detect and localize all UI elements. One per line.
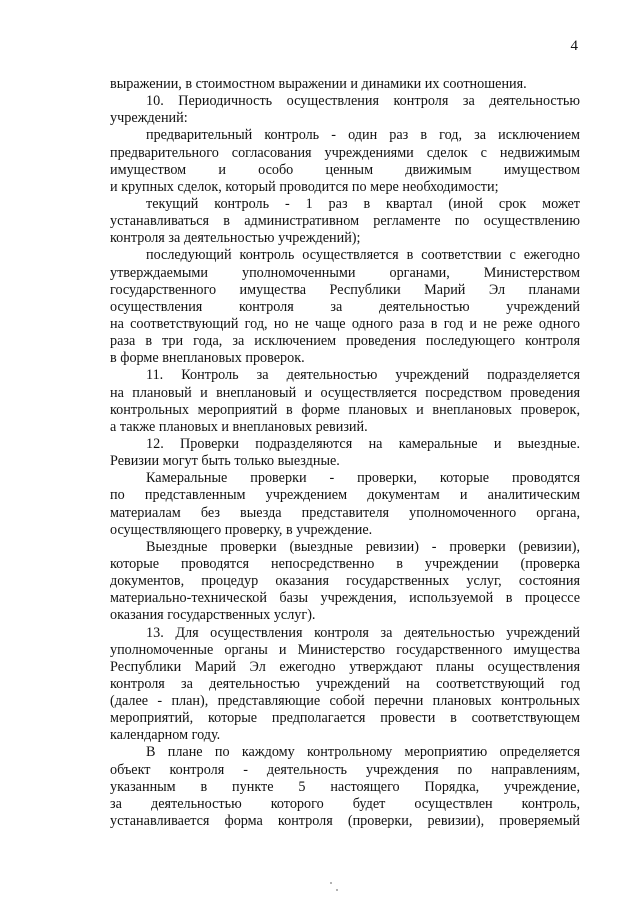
text-line: предварительный контроль - один раз в год, за исключением: [146, 127, 580, 144]
text-line: контроля за деятельностью учреждений);: [110, 230, 361, 247]
text-line: осуществления контроля за деятельностью учреждений: [110, 298, 580, 315]
text-line: учреждений:: [110, 110, 188, 127]
text-line: по представленным учреждением документам и аналитическим: [110, 487, 580, 504]
text-line: 11. Контроль за деятельностью учреждений подразделяется: [146, 367, 580, 384]
text-line: Выездные проверки (выездные ревизии) - проверки (ревизии),: [146, 538, 580, 555]
text-line: 12. Проверки подразделяются на камеральные и выездные.: [146, 435, 580, 452]
text-line: мероприятий, которые предполагается провести в соответствующем: [110, 710, 580, 727]
text-line: предварительного согласования учреждениями сделок с недвижимым: [110, 144, 580, 161]
text-line: утверждаемыми уполномоченными органами, Министерством: [110, 264, 580, 281]
text-line: в форме внеплановых проверок.: [110, 350, 305, 367]
text-line: последующий контроль осуществляется в соответствии с ежегодно: [146, 247, 580, 264]
text-line: 13. Для осуществления контроля за деятельностью учреждений: [146, 624, 580, 641]
scan-artifact-dot: [336, 889, 338, 891]
text-line: оказания государственных услуг).: [110, 607, 316, 624]
text-line: а также плановых и внеплановых ревизий.: [110, 418, 368, 435]
text-line: которые проводятся непосредственно в учреждении (проверка: [110, 555, 580, 572]
text-line: Ревизии могут быть только выездные.: [110, 453, 340, 470]
text-line: календарном году.: [110, 727, 221, 744]
text-line: (далее - план), представляющие собой перечни плановых контрольных: [110, 693, 580, 710]
document-body: [110, 76, 580, 830]
text-line: материалам без выезда представителя уполномоченного органа,: [110, 504, 580, 521]
text-line: за деятельностью которого будет осуществлен контроль,: [110, 795, 580, 812]
text-line: указанным в пункте 5 настоящего Порядка, учреждение,: [110, 778, 580, 795]
text-line: контроля за деятельностью учреждений на соответствующий год: [110, 675, 580, 692]
text-line: документов, процедур оказания государственных услуг, состояния: [110, 573, 580, 590]
text-line: устанавливается форма контроля (проверки, ревизии), проверяемый: [110, 813, 580, 830]
text-line: имуществом и особо ценным движимым имуществом: [110, 161, 580, 178]
text-line: текущий контроль - 1 раз в квартал (иной срок может: [146, 195, 580, 212]
text-line: государственного имущества Республики Марий Эл планами: [110, 281, 580, 298]
text-line: Республики Марий Эл ежегодно утверждают планы осуществления: [110, 658, 580, 675]
text-line: раза в три года, за исключением проведения последующего контроля: [110, 333, 580, 350]
page-number: 4: [570, 38, 578, 54]
text-line: объект контроля - деятельность учреждения по направлениям,: [110, 761, 580, 778]
text-line: выражении, в стоимостном выражении и динамики их соотношения.: [110, 76, 527, 92]
scan-artifact-dot: [330, 882, 332, 884]
text-line: В плане по каждому контрольному мероприятию определяется: [146, 744, 580, 761]
text-line: Камеральные проверки - проверки, которые проводятся: [146, 470, 580, 487]
text-line: материально-технической базы учреждения, используемой в процессе: [110, 590, 580, 607]
text-line: устанавливаться в административном регламенте по осуществлению: [110, 213, 580, 230]
text-line: и крупных сделок, который проводится по мере необходимости;: [110, 178, 499, 195]
text-line: контрольных мероприятий в форме плановых и внеплановых проверок,: [110, 401, 580, 418]
text-line: уполномоченные органы и Министерство государственного имущества: [110, 641, 580, 658]
text-line: осуществляющего проверку, в учреждение.: [110, 521, 373, 538]
text-line: на соответствующий год, но не чаще одного раза в год и не реже одного: [110, 315, 580, 332]
text-line: на плановый и внеплановый и осуществляется посредством проведения: [110, 384, 580, 401]
text-line: 10. Периодичность осуществления контроля за деятельностью: [146, 93, 580, 110]
